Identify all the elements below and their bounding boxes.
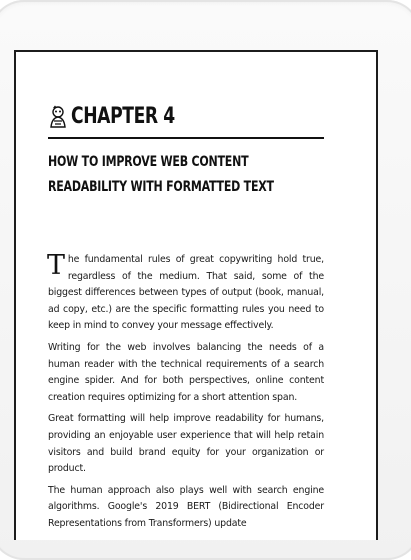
chapter-headline: HOW TO IMPROVE WEB CONTENT READABILITY WITH FORMATTED TEXT [48,154,274,195]
paragraph: Writing for the web involves balancing the needs of a human reader with the technical requirements of a search engine spider. And for both perspectives, online content creation requires optimizing for a short attention span. [48,341,324,403]
paragraph [48,252,324,335]
chapter-divider [48,137,324,139]
chapter-heading [48,103,323,129]
paragraph-text: he fundamental rules of great copywriting hold true, regardless of the medium. That said, some of the biggest differences between types of output (book, manual, ad copy, etc.) are the specific formatting rules you need to keep in mind to convey your message effectively. [48,254,324,332]
paragraph: Great formatting will help improve readability for humans, providing an enjoyable user experience that will help retain visitors and build brand equity for your organization or product. [48,413,324,475]
drop-cap: T [47,250,65,281]
mascot-icon [48,105,68,129]
paragraph: The human approach also plays well with search engine algorithms. Google's 2019 BERT (Bidirectional Encoder Representations from Transformers) update [48,484,324,529]
chapter-title: CHAPTER 4 [71,103,175,129]
chapter-body [48,252,324,538]
